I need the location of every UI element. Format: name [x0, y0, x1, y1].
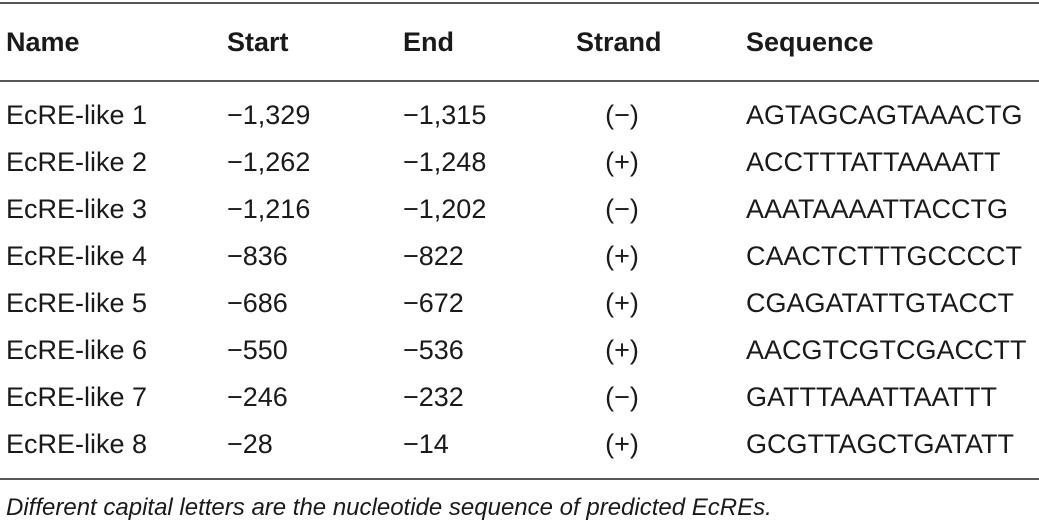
cell-start: −1,262 — [227, 147, 311, 177]
cell-end: −536 — [403, 335, 464, 365]
cell-name: EcRE-like 7 — [6, 382, 148, 412]
table-row — [0, 374, 1039, 421]
cell-start: −1,329 — [227, 100, 311, 130]
cell-end: −822 — [403, 241, 464, 271]
header-strand: Strand — [576, 26, 662, 57]
cell-sequence: AAATAAAATTACCTG — [746, 194, 1009, 224]
cell-start: −246 — [227, 382, 288, 412]
cell-sequence: CGAGATATTGTACCT — [746, 288, 1014, 318]
table-row — [0, 92, 1039, 139]
table-body — [0, 82, 1039, 478]
table-row — [0, 233, 1039, 280]
cell-strand: (−) — [605, 382, 639, 412]
table-row — [0, 327, 1039, 374]
cell-name: EcRE-like 4 — [6, 241, 148, 271]
cell-end: −1,202 — [403, 194, 487, 224]
cell-name: EcRE-like 6 — [6, 335, 148, 365]
cell-sequence: AACGTCGTCGACCTT — [746, 335, 1027, 365]
table-row — [0, 139, 1039, 186]
header-name: Name — [6, 26, 80, 57]
cell-name: EcRE-like 3 — [6, 194, 148, 224]
cell-end: −232 — [403, 382, 464, 412]
cell-strand: (+) — [605, 288, 639, 318]
cell-strand: (+) — [605, 147, 639, 177]
cell-end: −14 — [403, 429, 449, 459]
cell-name: EcRE-like 2 — [6, 147, 148, 177]
cell-sequence: CAACTCTTTGCCCCT — [746, 241, 1022, 271]
cell-strand: (−) — [605, 194, 639, 224]
cell-end: −1,248 — [403, 147, 487, 177]
header-sequence: Sequence — [746, 26, 874, 57]
cell-strand: (+) — [605, 335, 639, 365]
cell-end: −672 — [403, 288, 464, 318]
cell-sequence: ACCTTTATTAAAATT — [746, 147, 1001, 177]
cell-start: −686 — [227, 288, 288, 318]
cell-sequence: GCGTTAGCTGATATT — [746, 429, 1014, 459]
cell-strand: (−) — [605, 100, 639, 130]
table-row — [0, 421, 1039, 468]
table-row — [0, 280, 1039, 327]
cell-end: −1,315 — [403, 100, 487, 130]
cell-sequence: AGTAGCAGTAAACTG — [746, 100, 1023, 130]
header-start: Start — [227, 26, 289, 57]
cell-name: EcRE-like 5 — [6, 288, 148, 318]
cell-start: −28 — [227, 429, 273, 459]
cell-strand: (+) — [605, 429, 639, 459]
header-end: End — [403, 26, 454, 57]
cell-start: −1,216 — [227, 194, 311, 224]
table-footnote: Different capital letters are the nucleotide sequence of predicted EcREs. — [6, 494, 772, 521]
table-bottom-rule — [0, 478, 1039, 480]
cell-name: EcRE-like 8 — [6, 429, 148, 459]
cell-strand: (+) — [605, 241, 639, 271]
cell-start: −836 — [227, 241, 288, 271]
cell-start: −550 — [227, 335, 288, 365]
table-row — [0, 186, 1039, 233]
cell-sequence: GATTTAAATTAATTT — [746, 382, 997, 412]
table-header-row — [0, 4, 1039, 80]
cell-name: EcRE-like 1 — [6, 100, 148, 130]
